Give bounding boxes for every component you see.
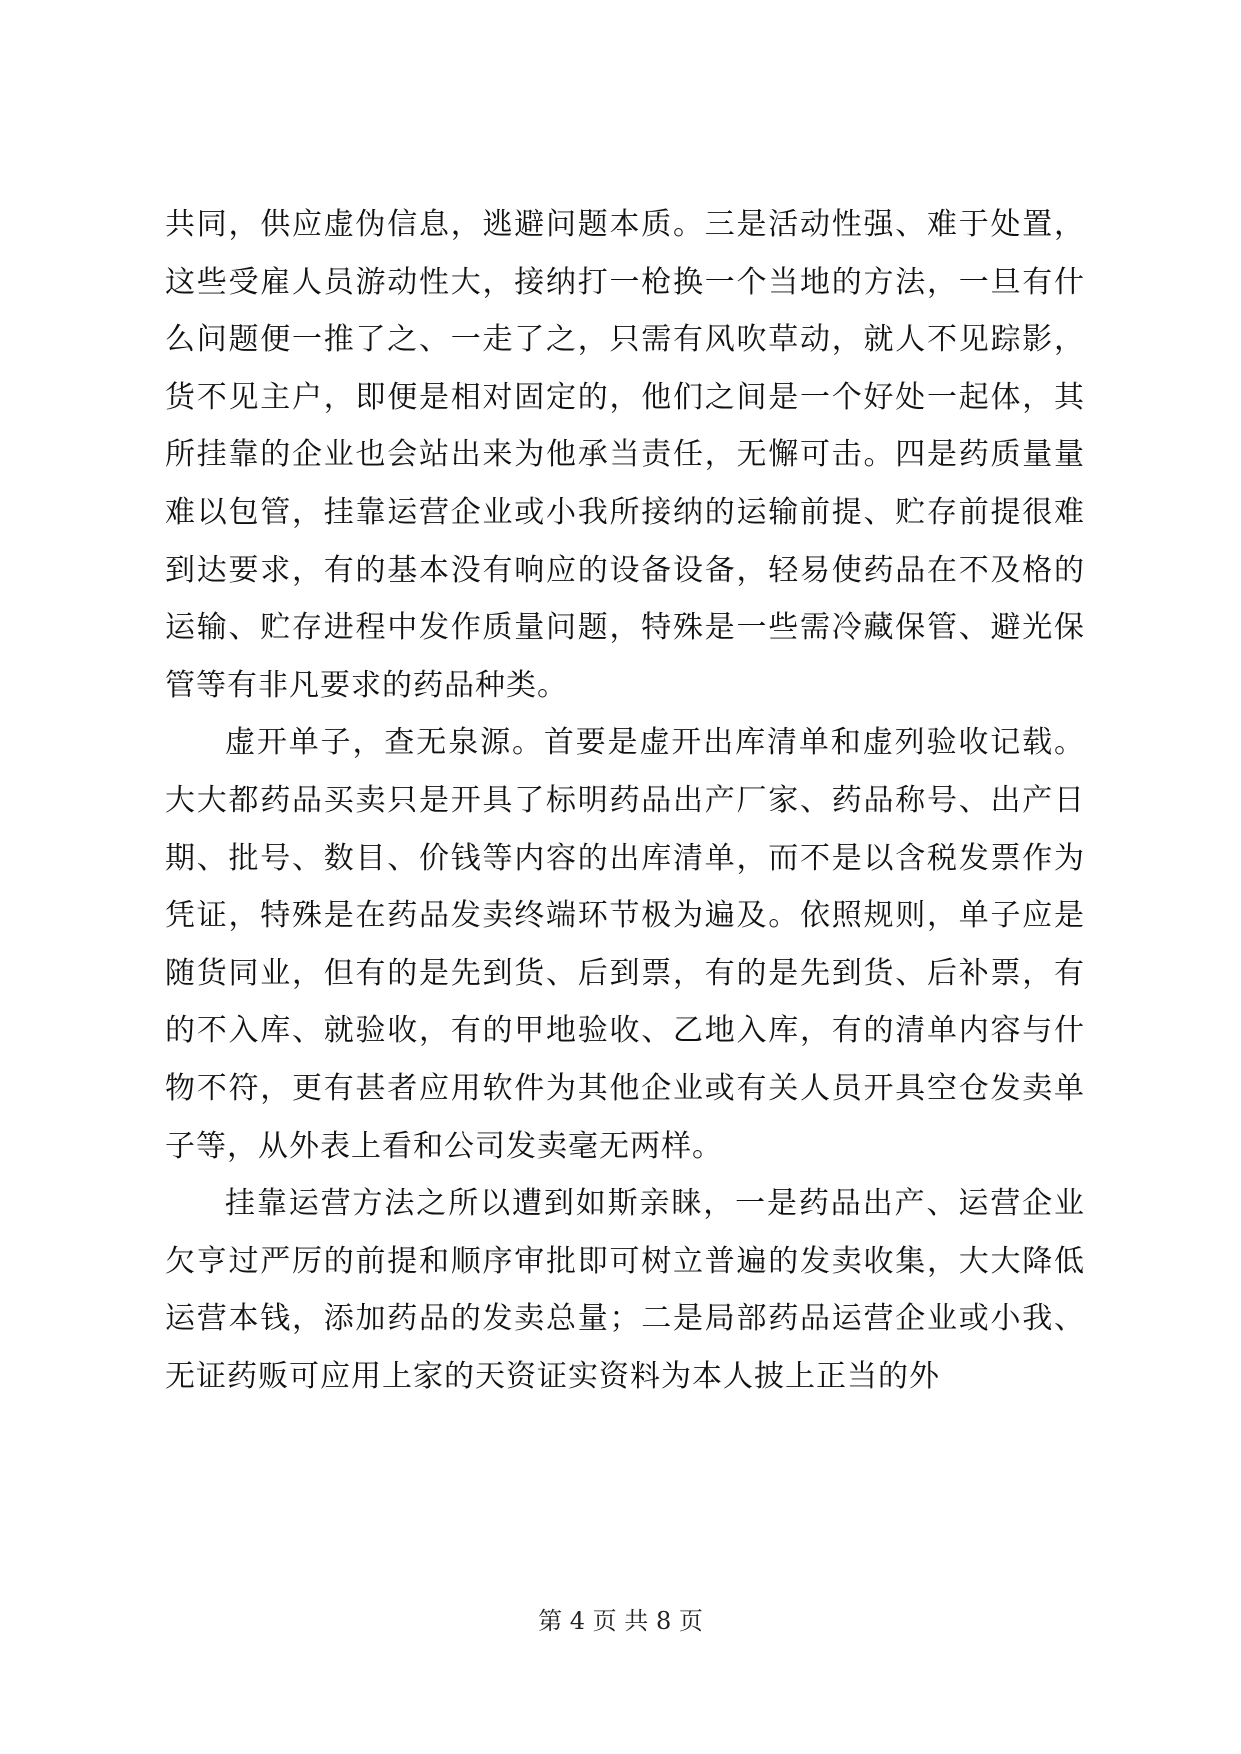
- page-footer: 第 4 页 共 8 页: [538, 1607, 703, 1635]
- document-body: [165, 196, 1085, 1405]
- paragraph-1: 共同，供应虚伪信息，逃避问题本质。三是活动性强、难于处置，这些受雇人员游动性大，接纳打一枪换一个当地的方法，一旦有什么问题便一推了之、一走了之，只需有风吹草动，就人不见踪影，货不见主户，即便是相对固定的，他们之间是一个好处一起体，其所挂靠的企业也会站出来为他承当责任，无懈可击。四是药质量量难以包管，挂靠运营企业或小我所接纳的运输前提、贮存前提很难到达要求，有的基本没有响应的设备设备，轻易使药品在不及格的运输、贮存进程中发作质量问题，特殊是一些需冷藏保管、避光保管等有非凡要求的药品种类。: [165, 207, 1085, 703]
- paragraph-2: 虚开单子，查无泉源。首要是虚开出库清单和虚列验收记载。大大都药品买卖只是开具了标明药品出产厂家、药品称号、出产日期、批号、数目、价钱等内容的出库清单，而不是以含税发票作为凭证，特殊是在药品发卖终端环节极为遍及。依照规则，单子应是随货同业，但有的是先到货、后到票，有的是先到货、后补票，有的不入库、就验收，有的甲地验收、乙地入库，有的清单内容与什物不符，更有甚者应用软件为其他企业或有关人员开具空仓发卖单子等，从外表上看和公司发卖毫无两样。: [165, 725, 1085, 1164]
- paragraph-3: 挂靠运营方法之所以遭到如斯亲睐，一是药品出产、运营企业欠亨过严厉的前提和顺序审批即可树立普遍的发卖收集，大大降低运营本钱，添加药品的发卖总量；二是局部药品运营企业或小我、无证药贩可应用上家的天资证实资料为本人披上正当的外: [165, 1186, 1085, 1394]
